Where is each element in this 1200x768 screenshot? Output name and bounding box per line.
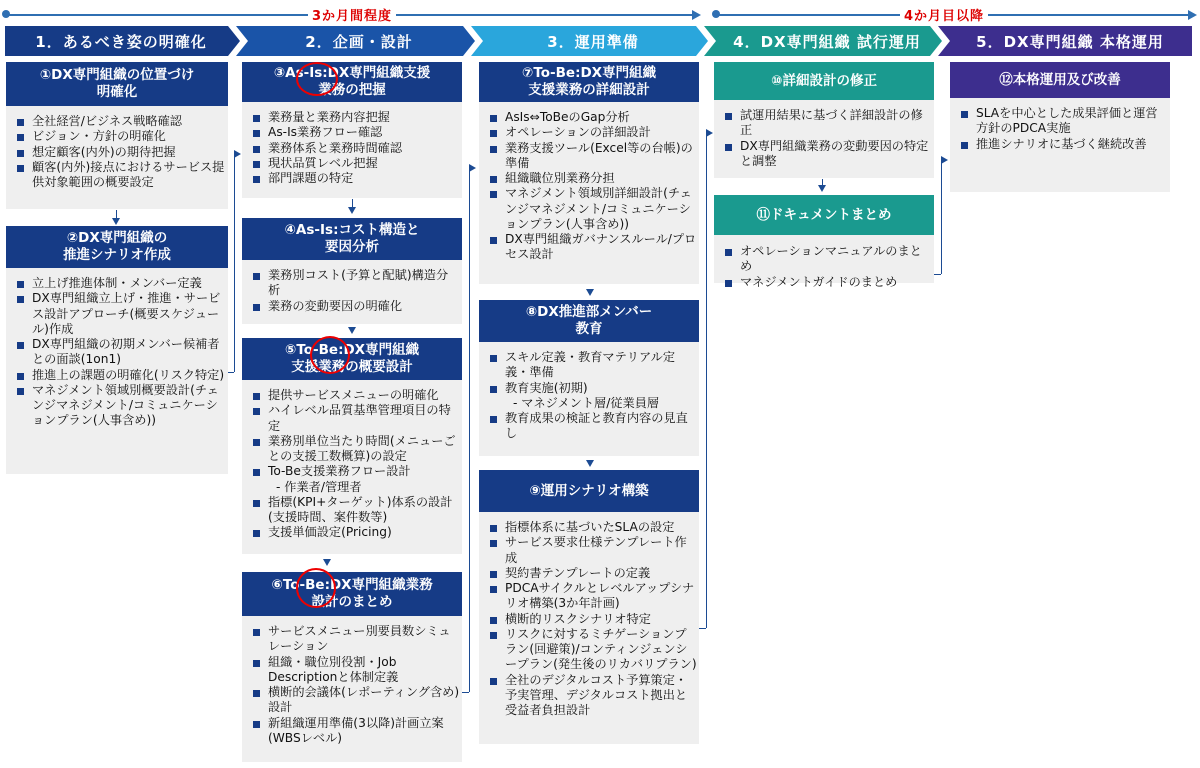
list-item: オペレーションマニュアルのまとめ [722, 244, 932, 275]
list-item: 提供サービスメニューの明確化 [250, 388, 460, 403]
box-7-title: ⑦To-Be:DX専門組織 支援業務の詳細設計 [479, 62, 699, 102]
box-7-body [487, 110, 697, 263]
list-sub-item: - 作業者/管理者 [276, 479, 362, 494]
list-sub-item: - マネジメント層/従業員層 [513, 395, 660, 410]
list-item: 全社のデジタルコスト予算策定・予実管理、デジタルコスト拠出と受益者負担設計 [487, 673, 697, 719]
list-item: To-Be支援業務フロー設計 [250, 464, 460, 479]
box-9-body [487, 520, 697, 718]
list-item: SLAを中心とした成果評価と運営方針のPDCA実施 [958, 106, 1166, 137]
list-item: 顧客(内外)接点におけるサービス提供対象範囲の概要設定 [14, 160, 226, 191]
list-item: 横断的会議体(レポーティング含め)設計 [250, 685, 460, 716]
box-8-body [487, 350, 697, 442]
list-item: DX専門組織立上げ・推進・サービス設計アプローチ(概要スケジュール)作成 [14, 291, 226, 337]
list-item: DX専門組織の初期メンバー候補者との面談(1on1) [14, 337, 226, 368]
list-item: 教育成果の検証と教育内容の見直し [487, 411, 697, 442]
phase-3-label: 3．運用準備 [547, 32, 639, 51]
arrow-right [706, 129, 713, 137]
highlight-circle [296, 62, 338, 96]
list-item: As-Is業務フロー確認 [250, 125, 460, 140]
box-1-body [14, 114, 226, 190]
phase-5-label: 5．DX専門組織 本格運用 [976, 32, 1164, 51]
box-6-title: ⑥To-Be:DX専門組織業務 設計のまとめ [242, 572, 462, 616]
list-item: 想定顧客(内外)の期待把握 [14, 145, 226, 160]
box-5-body [250, 388, 460, 541]
arrow-right [941, 156, 948, 164]
box-3-body [250, 110, 460, 186]
list-item: 業務支援ツール(Excel等の台帳)の準備 [487, 141, 697, 172]
list-item: サービスメニュー別要員数シミュレーション [250, 624, 460, 655]
connector [462, 692, 469, 693]
connector [228, 372, 234, 373]
arrow-right [469, 164, 476, 172]
arrow-down [348, 327, 356, 334]
list-item: 業務別コスト(予算と配賦)構造分析 [250, 268, 460, 299]
list-item: 指標体系に基づいたSLAの設定 [487, 520, 697, 535]
arrow-down [586, 460, 594, 467]
list-item: スキル定義・教育マテリアル定義・準備 [487, 350, 697, 381]
list-item: 組織・職位別役割・Job Descriptionと体制定義 [250, 655, 460, 686]
list-item: マネジメント領域別概要設計(チェンジマネジメント/コミュニケーションプラン(人事含め)) [14, 383, 226, 429]
list-item: 業務体系と業務時間確認 [250, 141, 460, 156]
list-item: オペレーションの詳細設計 [487, 125, 697, 140]
arrow-down [348, 207, 356, 214]
list-item: 指標(KPI+ターゲット)体系の設計(支援時間、案件数等) [250, 495, 460, 526]
list-item: 部門課題の特定 [250, 171, 460, 186]
box-9-title: ⑨運用シナリオ構築 [479, 470, 699, 512]
arrow-down [818, 185, 826, 192]
phase-2-label: 2．企画・設計 [305, 32, 413, 51]
box-11-title: ⑪ドキュメントまとめ [714, 195, 934, 235]
list-item: 業務量と業務内容把握 [250, 110, 460, 125]
list-item: DX専門組織業務の変動要因の特定と調整 [722, 139, 932, 170]
list-item: 契約書テンプレートの定義 [487, 566, 697, 581]
connector [941, 160, 942, 274]
list-item: マネジメントガイドのまとめ [722, 275, 932, 290]
list-item: サービス要求仕様テンプレート作成 [487, 535, 697, 566]
box-11-body [722, 244, 932, 290]
connector [934, 274, 941, 275]
arrow-down [112, 218, 120, 225]
phase-4-label: 4．DX専門組織 試行運用 [733, 32, 921, 51]
arrow-down [323, 559, 331, 566]
list-item: ハイレベル品質基準管理項目の特定 [250, 403, 460, 434]
timeline-label-2: 4か月目以降 [900, 5, 988, 24]
box-1-title: ①DX専門組織の位置づけ 明確化 [6, 62, 228, 106]
list-item: 推進上の課題の明確化(リスク特定) [14, 368, 226, 383]
list-item: マネジメント領域別詳細設計(チェンジマネジメント/コミュニケーションプラン(人事含め)) [487, 186, 697, 232]
connector [234, 154, 235, 372]
arrow-down [586, 289, 594, 296]
timeline-label-1: 3か月間程度 [308, 5, 396, 24]
list-item: ビジョン・方針の明確化 [14, 129, 226, 144]
list-item: 試運用結果に基づく詳細設計の修正 [722, 108, 932, 139]
list-item: 立上げ推進体制・メンバー定義 [14, 276, 226, 291]
list-item: 支援単価設定(Pricing) [250, 525, 460, 540]
box-6-body [250, 624, 460, 746]
box-5-title: ⑤To-Be:DX専門組織 支援業務の概要設計 [242, 338, 462, 380]
list-item: 組織職位別業務分担 [487, 171, 697, 186]
list-item: 教育実施(初期) [487, 381, 697, 396]
box-4-body [250, 268, 460, 314]
connector [699, 628, 706, 629]
list-item: 業務の変動要因の明確化 [250, 299, 460, 314]
highlight-circle [296, 568, 336, 608]
list-item: 現状品質レベル把握 [250, 156, 460, 171]
connector [706, 133, 707, 628]
box-12-body [958, 106, 1166, 152]
list-item: 横断的リスクシナリオ特定 [487, 612, 697, 627]
list-item: 推進シナリオに基づく継続改善 [958, 137, 1166, 152]
box-2-body [14, 276, 226, 429]
list-item: リスクに対するミチゲーションプラン(回避策)/コンティンジェンシープラン(発生後のリカバリプラン) [487, 627, 697, 673]
list-item: 業務別単位当たり時間(メニューごとの支援工数概算)の設定 [250, 434, 460, 465]
list-item: DX専門組織ガバナンスルール/プロセス設計 [487, 232, 697, 263]
connector [469, 168, 470, 692]
highlight-circle [310, 336, 350, 374]
phase-1-label: 1．あるべき姿の明確化 [35, 32, 207, 51]
box-3-title: ③As-Is:DX専門組織支援 業務の把握 [242, 62, 462, 102]
box-2-title: ②DX専門組織の 推進シナリオ作成 [6, 226, 228, 268]
list-item: PDCAサイクルとレベルアップシナリオ構築(3か年計画) [487, 581, 697, 612]
list-item: AsIs⇔ToBeのGap分析 [487, 110, 697, 125]
box-8-title: ⑧DX推進部メンバー 教育 [479, 300, 699, 342]
list-item: 新組織運用準備(3以降)計画立案(WBSレベル) [250, 716, 460, 747]
arrow-right [234, 150, 241, 158]
box-10-body [722, 108, 932, 169]
box-4-title: ④As-Is:コスト構造と 要因分析 [242, 218, 462, 260]
list-item: 全社経営/ビジネス戦略確認 [14, 114, 226, 129]
box-10-title: ⑩詳細設計の修正 [714, 62, 934, 100]
box-12-title: ⑫本格運用及び改善 [950, 62, 1170, 98]
